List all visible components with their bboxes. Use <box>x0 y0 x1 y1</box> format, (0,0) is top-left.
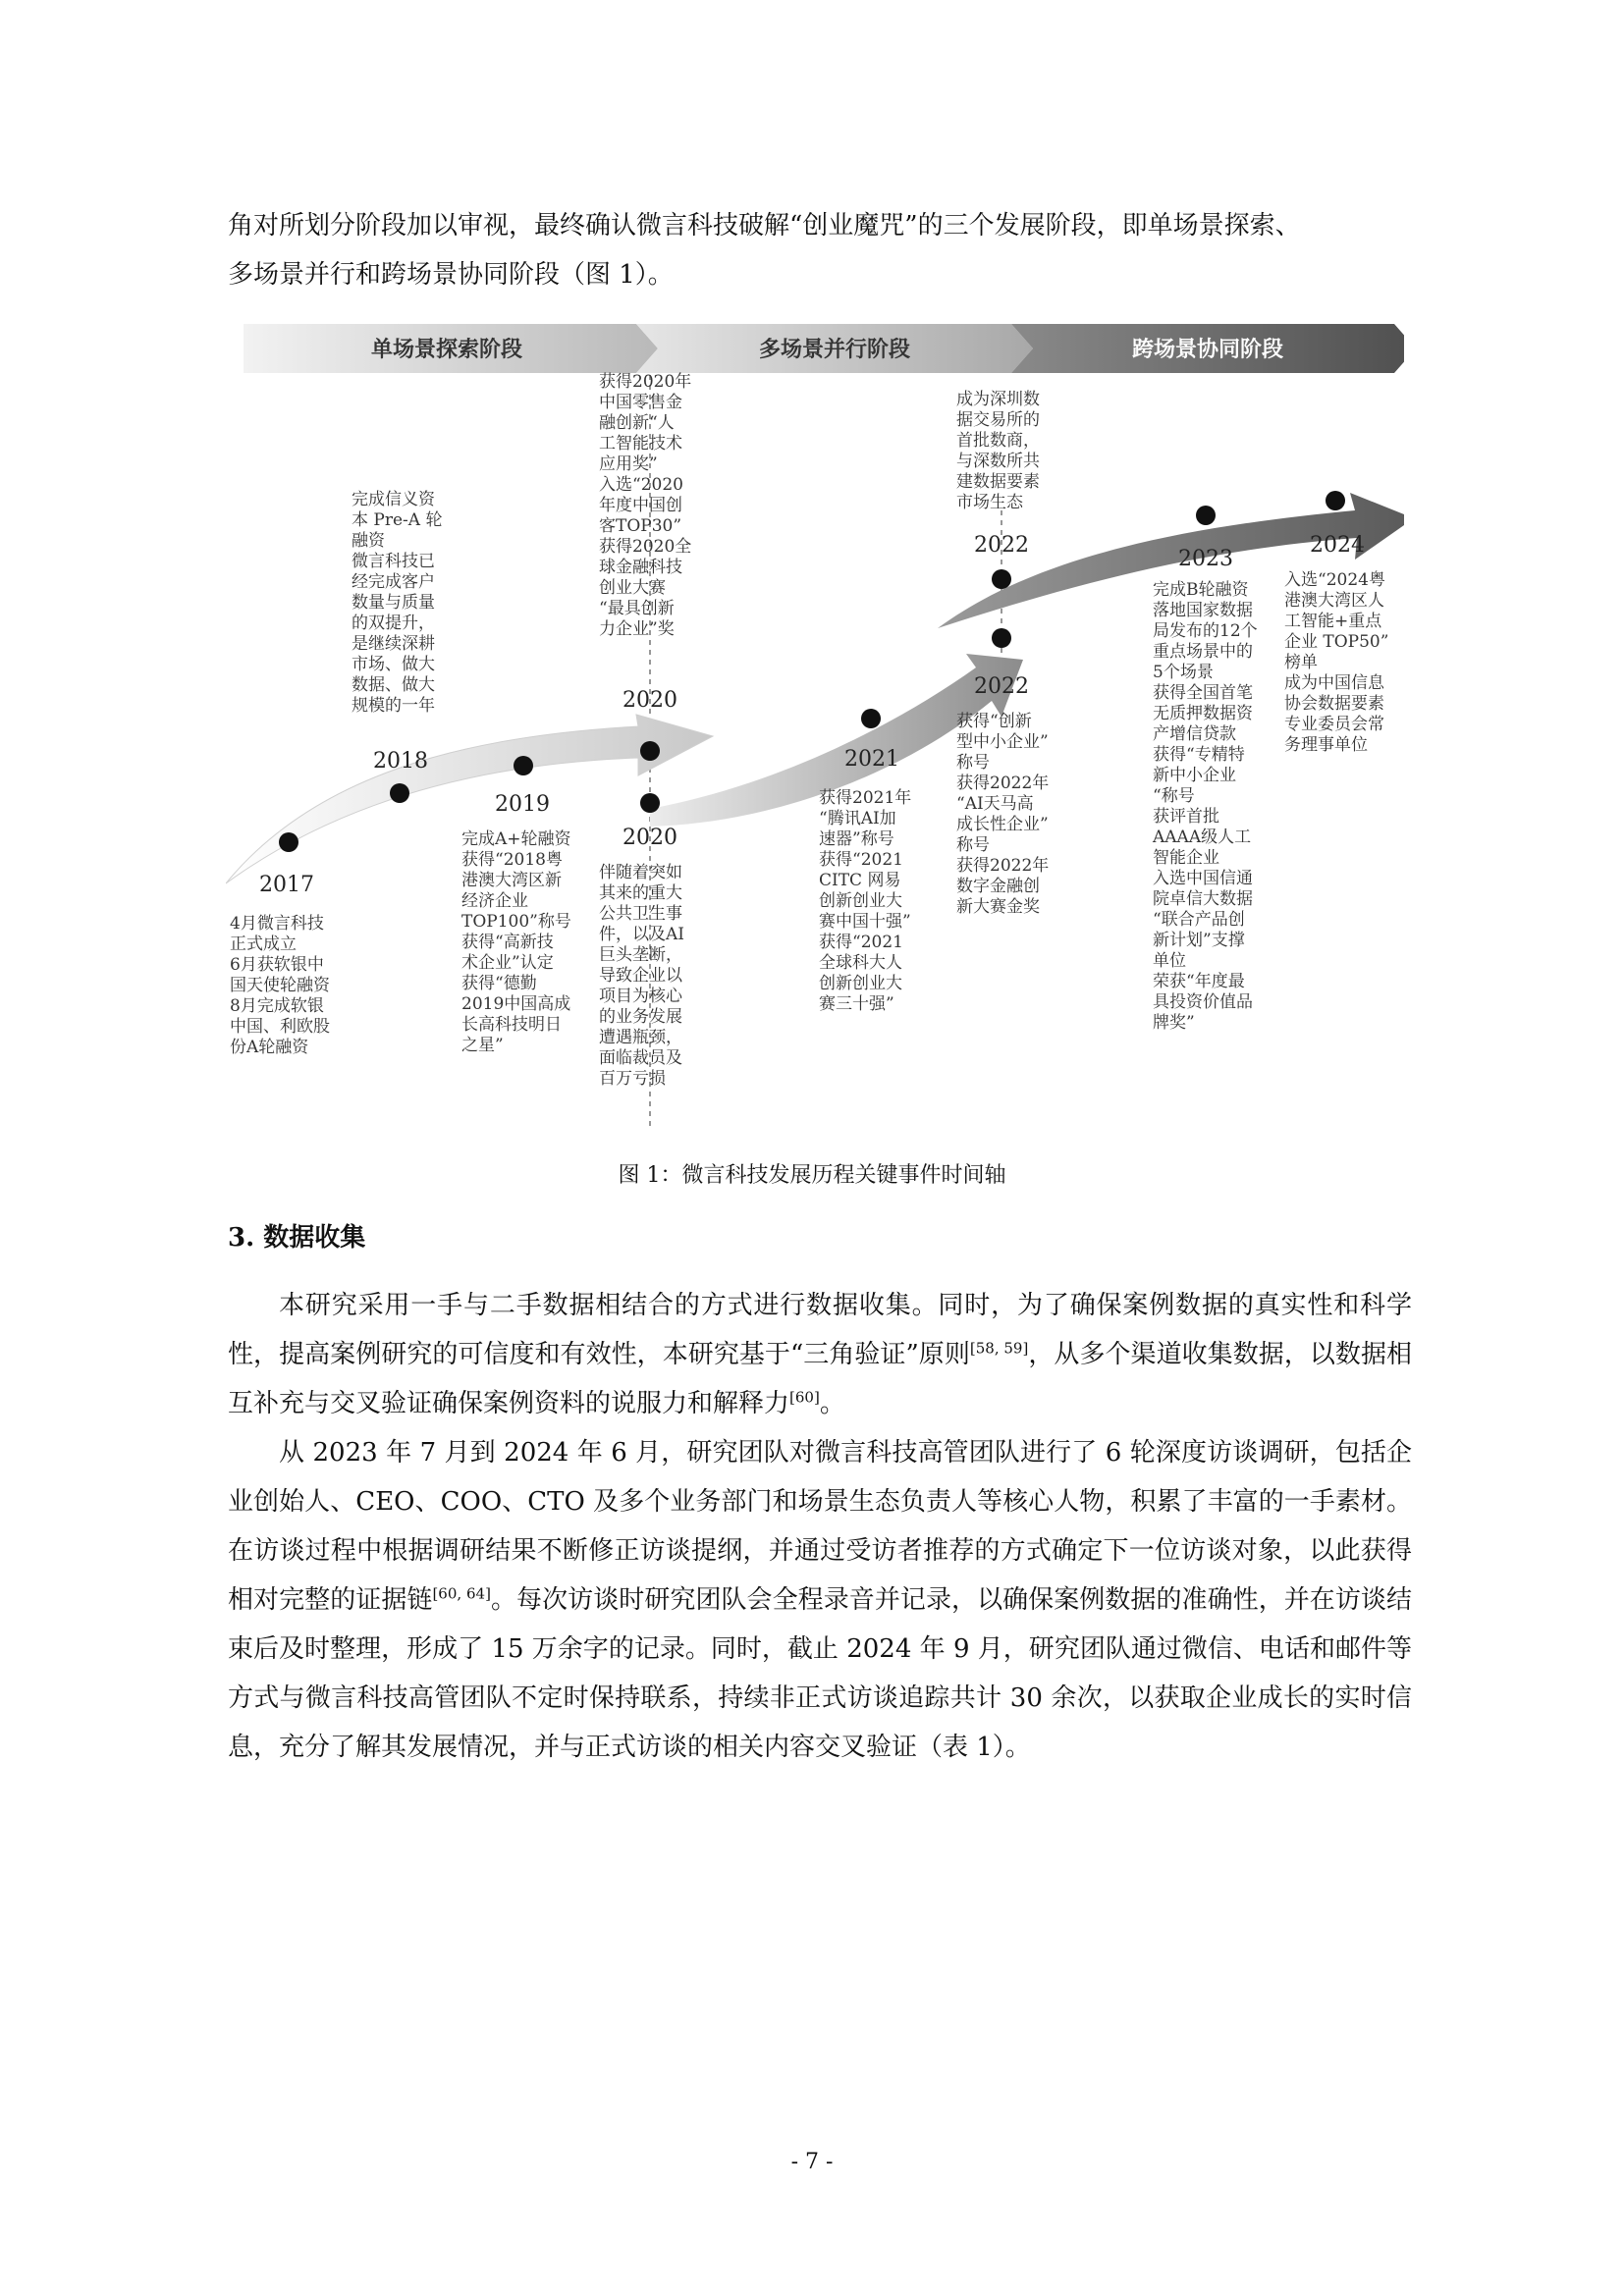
year-label-2017: 2017 <box>259 873 314 897</box>
event-line: 6月获软银中 <box>230 955 324 975</box>
events-2020-top <box>599 371 691 639</box>
event-line: 数量与质量 <box>352 593 435 613</box>
event-line: 4月微言科技 <box>230 914 324 934</box>
event-line: 应用奖” <box>599 454 658 474</box>
year-label-2020a: 2020 <box>623 688 677 713</box>
events-2022-top <box>956 390 1040 512</box>
event-line: 企业 TOP50” <box>1284 632 1389 652</box>
event-line: 获得“创新 <box>956 712 1032 731</box>
event-line: 遭遇瓶颈， <box>599 1028 682 1047</box>
event-line: 面临裁员及 <box>599 1048 682 1068</box>
events-2022-bottom <box>956 712 1049 917</box>
event-line: 创业大赛 <box>599 578 666 598</box>
milestone-dot-2017 <box>279 832 298 852</box>
milestone-dot-2020b <box>640 793 660 813</box>
event-line: 获得“专精特 <box>1153 745 1245 765</box>
event-line: “联合产品创 <box>1153 910 1245 930</box>
milestone-dot-2021 <box>861 709 881 728</box>
event-line: 获得2020年 <box>599 372 692 392</box>
event-line: 客TOP30” <box>599 516 682 536</box>
year-label-2019: 2019 <box>495 792 550 817</box>
event-line: 获得全国首笔 <box>1153 683 1253 703</box>
event-line: 的业务发展 <box>599 1007 682 1027</box>
event-line: 入选“2024粤 <box>1284 570 1385 590</box>
event-line: 入选“2020 <box>599 475 683 495</box>
event-line: 中国、利欧股 <box>230 1017 330 1037</box>
year-label-2018: 2018 <box>373 749 428 774</box>
event-line: 智能企业 <box>1153 848 1219 868</box>
events-2018 <box>352 490 442 716</box>
phase-label-1: 单场景探索阶段 <box>370 337 523 362</box>
event-line: 成为深圳数 <box>956 390 1040 409</box>
milestone-dot-2018 <box>390 783 409 803</box>
event-line: “AI天马高 <box>956 794 1034 814</box>
event-line: 落地国家数据 <box>1153 601 1253 620</box>
year-label-2021: 2021 <box>844 747 899 772</box>
citation-60-64: [60, 64] <box>432 1584 491 1603</box>
event-line: 获得2022年 <box>956 856 1050 876</box>
event-line: 荣获“年度最 <box>1153 972 1245 991</box>
event-line: 完成A+轮融资 <box>461 829 571 849</box>
event-line: 获得2022年 <box>956 774 1050 793</box>
event-line: 5个场景 <box>1153 663 1214 682</box>
event-line: 之星” <box>461 1036 504 1055</box>
event-line: 创新创业大 <box>819 974 902 993</box>
paragraph-1-text-a: 本研究采用一手与二手数据相结合的方式进行数据收集。同时，为了确保案例数据的真实性和科学性，提高案例研究的可信度和有效性，本研究基于“三角验证”原则 <box>228 1291 1412 1369</box>
paragraph-2-text-b: 。每次访谈时研究团队会全程录音并记录，以确保案例数据的准确性，并在访谈结束后及时整理，形成了 15 万余字的记录。同时，截止 2024 年 9 月，研究团队通过微信、电话和邮件等方式与微言科技高管团队不定时保持联系，持续非正式访谈追踪共计 30 余次，以获取企业成长的实时信息，充分了解其发展情况，并与正式访谈的相关内容交叉验证（表 1）。 <box>228 1585 1412 1762</box>
event-line: 榜单 <box>1284 653 1318 672</box>
event-line: 局发布的12个 <box>1153 621 1258 641</box>
paragraph-1-text-c: 。 <box>819 1389 845 1418</box>
events-2024 <box>1284 570 1388 755</box>
event-line: 成为中国信息 <box>1284 673 1384 693</box>
events-2023 <box>1152 580 1258 1033</box>
event-line: 年度中国创 <box>599 496 682 515</box>
event-line: 无质押数据资 <box>1153 704 1253 723</box>
citation-58-59: [58, 59] <box>969 1339 1029 1358</box>
event-line: 获得“2018粤 <box>461 850 563 870</box>
event-line: 港澳大湾区人 <box>1284 591 1384 611</box>
event-line: 务理事单位 <box>1284 735 1368 755</box>
event-line: 数字金融创 <box>956 877 1040 896</box>
figure-caption: 图 1：微言科技发展历程关键事件时间轴 <box>618 1163 1006 1188</box>
event-line: 专业委员会常 <box>1284 715 1384 734</box>
event-line: 微言科技已 <box>352 552 435 571</box>
intro-paragraph <box>228 201 1412 299</box>
milestone-dot-2022b <box>992 628 1011 648</box>
event-line: 工智能技术 <box>599 434 682 454</box>
event-line: 2019中国高成 <box>461 994 571 1014</box>
event-line: 国天使轮融资 <box>230 976 330 995</box>
event-line: 新中小企业 <box>1153 766 1236 785</box>
events-2020-bottom <box>599 863 684 1089</box>
event-line: 赛三十强” <box>819 994 894 1014</box>
event-line: 规模的一年 <box>352 696 435 716</box>
event-line: 力企业”奖 <box>599 619 675 639</box>
event-line: 其来的重大 <box>599 883 682 903</box>
event-line: “称号 <box>1153 786 1195 806</box>
event-line: 融资 <box>352 531 385 551</box>
event-line: 获得“2021 <box>819 933 903 952</box>
year-label-2022b: 2022 <box>974 674 1029 699</box>
event-line: 重点场景中的 <box>1153 642 1253 662</box>
intro-line-2: 多场景并行和跨场景协同阶段（图 1）。 <box>228 260 674 290</box>
events-2017 <box>230 914 331 1057</box>
event-line: 获得“德勤 <box>461 974 537 993</box>
event-line: 公共卫生事 <box>599 904 682 924</box>
event-line: 份A轮融资 <box>230 1038 309 1057</box>
event-line: 数据、做大 <box>352 675 435 695</box>
event-line: 产增信贷款 <box>1153 724 1236 744</box>
event-line: “最具创新 <box>599 599 675 618</box>
event-line: 称号 <box>956 835 990 855</box>
paragraph-1 <box>228 1281 1412 1428</box>
event-line: 牌奖” <box>1153 1013 1195 1033</box>
event-line: 项目为核心 <box>599 987 682 1006</box>
year-label-2024: 2024 <box>1310 533 1365 558</box>
event-line: CITC 网易 <box>819 871 901 890</box>
event-line: 融创新“人 <box>599 413 675 433</box>
milestone-dot-2022a <box>992 569 1011 589</box>
event-line: 本 Pre-A 轮 <box>352 510 443 530</box>
event-line: 市场、做大 <box>352 655 435 674</box>
event-line: 正式成立 <box>230 934 297 954</box>
phase-label-2: 多场景并行阶段 <box>758 337 911 362</box>
event-line: 全球科大人 <box>819 953 902 973</box>
milestone-dot-2019 <box>514 756 533 775</box>
event-line: 百万亏损 <box>599 1069 666 1089</box>
event-line: 术企业”认定 <box>461 953 554 973</box>
events-2021 <box>819 787 911 1014</box>
event-line: TOP100”称号 <box>461 912 571 932</box>
event-line: 巨头垄断， <box>599 945 682 965</box>
event-line: 创新创业大 <box>819 891 902 911</box>
event-line: 速器”称号 <box>819 829 894 849</box>
timeline-figure <box>226 314 1404 1139</box>
year-label-2023: 2023 <box>1178 547 1233 571</box>
event-line: 获得2020全 <box>599 537 692 557</box>
paragraph-1-text-b: ，从多个渠道收集数据，以数据相互补充与交叉验证确保案例资料的说服力和解释力 <box>228 1340 1412 1418</box>
event-line: 件，以及AI <box>599 925 684 944</box>
citation-60: [60] <box>789 1388 820 1407</box>
event-line: 建数据要素 <box>956 472 1040 492</box>
event-line: 新大赛金奖 <box>956 897 1040 917</box>
paragraph-2 <box>228 1428 1412 1772</box>
year-label-2022a: 2022 <box>974 533 1029 558</box>
events-2019 <box>461 829 572 1055</box>
event-line: 入选中国信通 <box>1153 869 1253 888</box>
event-line: 8月完成软银 <box>230 996 324 1016</box>
intro-line-1: 角对所划分阶段加以审视，最终确认微言科技破解“创业魔咒”的三个发展阶段，即单场景探索、 <box>228 211 1301 240</box>
event-line: 首批数商， <box>956 431 1040 451</box>
event-line: 称号 <box>956 753 990 773</box>
event-line: 长高科技明日 <box>461 1015 562 1035</box>
paragraph-2-text-a: 从 2023 年 7 月到 2024 年 6 月，研究团队对微言科技高管团队进行了 6 轮深度访谈调研，包括企业创始人、CEO、COO、CTO 及多个业务部门和场景生态负责人等核心人物，积累了丰富的一手素材。在访谈过程中根据调研结果不断修正访谈提纲，并通过受访者推荐的方式确定下一位访谈对象，以此获得相对完整的证据链 <box>228 1438 1412 1615</box>
event-line: 港澳大湾区新 <box>461 871 562 890</box>
event-line: 的双提升， <box>352 614 435 633</box>
event-line: 中国零售金 <box>599 393 682 412</box>
event-line: AAAA级人工 <box>1153 828 1252 847</box>
event-line: 协会数据要素 <box>1284 694 1384 714</box>
event-line: 是继续深耕 <box>352 634 435 654</box>
year-label-2020b: 2020 <box>623 826 677 850</box>
milestone-dot-2023 <box>1196 506 1216 525</box>
page-number: - 7 - <box>790 2150 834 2174</box>
event-line: 单位 <box>1153 951 1186 971</box>
event-line: 导致企业以 <box>599 966 682 986</box>
event-line: 获评首批 <box>1153 807 1219 827</box>
milestone-dot-2020a <box>640 741 660 761</box>
event-line: 成长性企业” <box>956 815 1049 834</box>
event-line: 院卓信大数据 <box>1153 889 1253 909</box>
event-line: 市场生态 <box>956 493 1023 512</box>
section-heading: 3. 数据收集 <box>228 1223 366 1253</box>
event-line: 新计划”支撑 <box>1153 931 1245 950</box>
event-line: 赛中国十强” <box>819 912 911 932</box>
event-line: 具投资价值品 <box>1153 992 1253 1012</box>
event-line: 球金融科技 <box>599 558 682 577</box>
event-line: 获得2021年 <box>819 788 912 808</box>
phase-label-3: 跨场景协同阶段 <box>1131 337 1284 362</box>
event-line: 伴随着突如 <box>599 863 682 882</box>
event-line: 获得“高新技 <box>461 933 554 952</box>
event-line: 获得“2021 <box>819 850 903 870</box>
event-line: 经完成客户 <box>352 572 435 592</box>
event-line: “腾讯AI加 <box>819 809 896 828</box>
event-line: 据交易所的 <box>956 410 1040 430</box>
event-line: 工智能+重点 <box>1284 612 1382 631</box>
event-line: 型中小企业” <box>956 732 1049 752</box>
event-line: 与深数所共 <box>956 452 1040 471</box>
event-line: 经济企业 <box>461 891 528 911</box>
milestone-dot-2024 <box>1326 491 1345 510</box>
event-line: 完成B轮融资 <box>1153 580 1249 600</box>
event-line: 完成信义资 <box>352 490 435 509</box>
